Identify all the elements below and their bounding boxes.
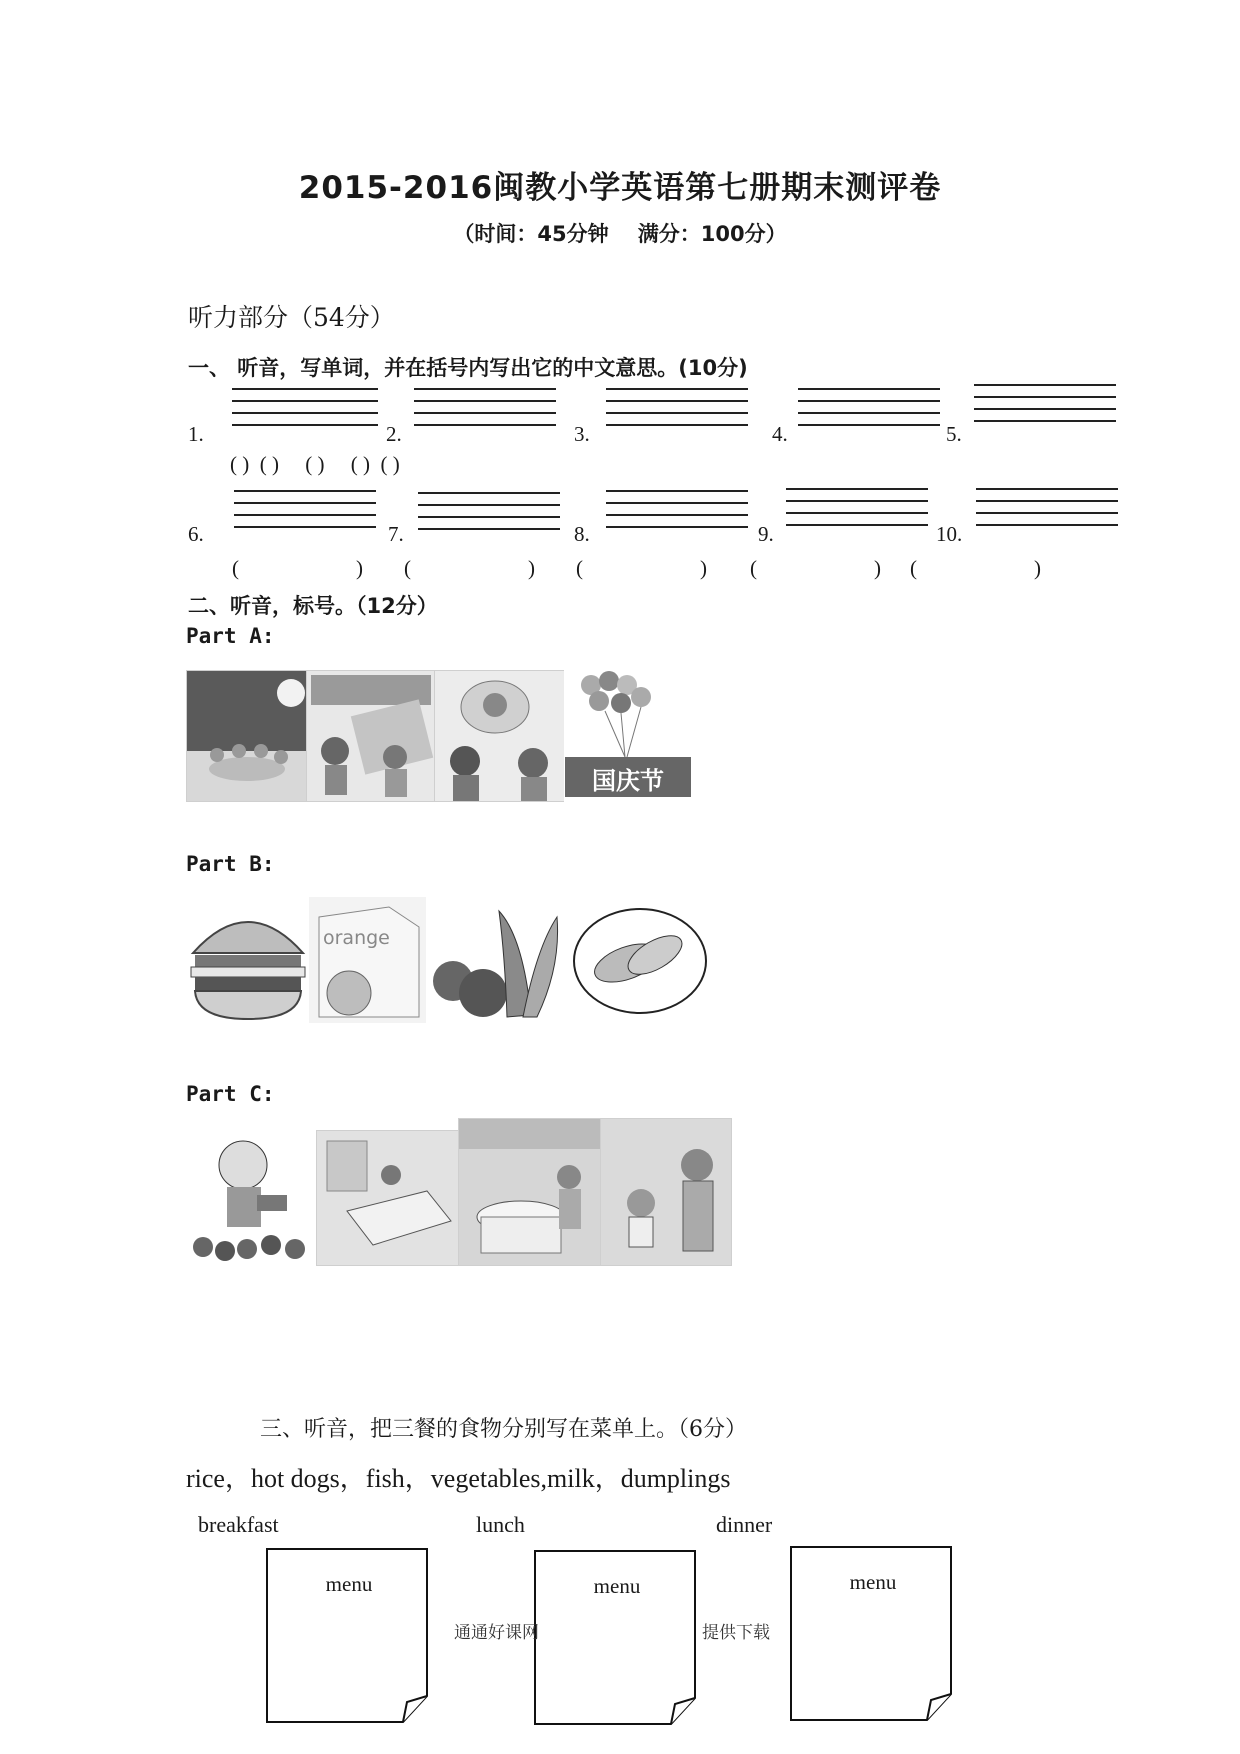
paren-open-7[interactable]: ( [404, 556, 411, 580]
writing-lines-4[interactable] [798, 388, 940, 436]
picture-making-bed[interactable] [316, 1130, 460, 1266]
question-2-heading: 二、听音，标号。（12分） [188, 594, 438, 618]
watermark-left: 通通好课网 [454, 1623, 539, 1643]
item-number-5: 5. [946, 422, 962, 446]
picture-watering-flowers[interactable] [186, 1124, 318, 1266]
writing-lines-2[interactable] [414, 388, 556, 436]
lunch-menu-card[interactable] [534, 1550, 700, 1726]
picture-thanksgiving[interactable] [434, 670, 566, 802]
writing-lines-3[interactable] [606, 388, 748, 436]
breakfast-menu-card[interactable] [266, 1548, 432, 1724]
paren-open-9[interactable]: ( [750, 556, 757, 580]
vegetables-illustration [427, 897, 569, 1023]
menu-title: menu [593, 1574, 641, 1598]
writing-lines-7[interactable] [418, 492, 560, 540]
item-number-2: 2. [386, 422, 402, 446]
paren-open-10[interactable]: ( [910, 556, 917, 580]
paren-close-10[interactable]: ) [1034, 556, 1041, 580]
writing-lines-9[interactable] [786, 488, 928, 536]
item-number-7: 7. [388, 522, 404, 546]
paren-open-6[interactable]: ( [232, 556, 239, 580]
picture-hamburger[interactable] [186, 896, 310, 1024]
paren-close-7[interactable]: ) [528, 556, 535, 580]
watermark-right: 提供下载 [702, 1623, 770, 1643]
picture-national-day[interactable] [564, 670, 692, 802]
picture-orange-juice[interactable] [308, 896, 428, 1024]
national-day-banner-text: 国庆节 [592, 767, 664, 795]
menu-title: menu [849, 1570, 897, 1594]
writing-lines-5[interactable] [974, 384, 1116, 432]
picture-vegetables[interactable] [426, 896, 570, 1024]
part-b-label: Part B: [186, 852, 275, 876]
meal-label-lunch: lunch [476, 1512, 525, 1537]
thanksgiving-illustration [435, 671, 565, 801]
girl-and-mother-illustration [601, 1119, 731, 1265]
orange-juice-illustration [309, 897, 427, 1023]
moon-festival-illustration [187, 671, 307, 801]
item-number-6: 6. [188, 522, 204, 546]
carton-label: orange [323, 927, 390, 949]
page-subtitle: （时间：45分钟 满分：100分） [453, 222, 787, 246]
paren-close-8[interactable]: ) [700, 556, 707, 580]
writing-lines-6[interactable] [234, 490, 376, 538]
item-number-3: 3. [574, 422, 590, 446]
picture-fish[interactable] [568, 896, 712, 1024]
paren-close-9[interactable]: ) [874, 556, 881, 580]
hamburger-illustration [187, 897, 309, 1023]
picture-moon-festival[interactable] [186, 670, 308, 802]
writing-lines-1[interactable] [232, 388, 378, 436]
page-title: 2015-2016闽教小学英语第七册期末测评卷 [298, 170, 942, 206]
question-1-heading: 一、 听音，写单词，并在括号内写出它的中文意思。(10分) [188, 356, 748, 380]
answer-parens-row-1[interactable]: ( ) ( ) ( ) ( ) ( ) [230, 452, 400, 476]
section-heading-listening: 听力部分（54分） [188, 303, 395, 332]
part-a-label: Part A: [186, 624, 275, 648]
picture-setting-table[interactable] [458, 1118, 602, 1266]
childrens-day-illustration [307, 671, 435, 801]
item-number-1: 1. [188, 422, 204, 446]
menu-title: menu [325, 1572, 373, 1596]
part-c-label: Part C: [186, 1082, 275, 1106]
watering-flowers-illustration [187, 1125, 317, 1265]
item-number-4: 4. [772, 422, 788, 446]
meal-label-breakfast: breakfast [198, 1512, 279, 1537]
item-number-10: 10. [936, 522, 963, 546]
setting-table-illustration [459, 1119, 601, 1265]
fish-plate-illustration [569, 897, 711, 1023]
making-bed-illustration [317, 1131, 459, 1265]
food-word-list: rice，hot dogs，fish，vegetables,milk，dumplings [186, 1464, 731, 1493]
writing-lines-10[interactable] [976, 488, 1118, 536]
paren-close-6[interactable]: ) [356, 556, 363, 580]
writing-lines-8[interactable] [606, 490, 748, 538]
picture-childrens-day[interactable] [306, 670, 436, 802]
item-number-8: 8. [574, 522, 590, 546]
meal-label-dinner: dinner [716, 1512, 773, 1537]
paren-open-8[interactable]: ( [576, 556, 583, 580]
item-number-9: 9. [758, 522, 774, 546]
dinner-menu-card[interactable] [790, 1546, 956, 1722]
question-3-heading: 三、听音，把三餐的食物分别写在菜单上。（6分） [260, 1417, 747, 1442]
picture-girl-and-mother[interactable] [600, 1118, 732, 1266]
